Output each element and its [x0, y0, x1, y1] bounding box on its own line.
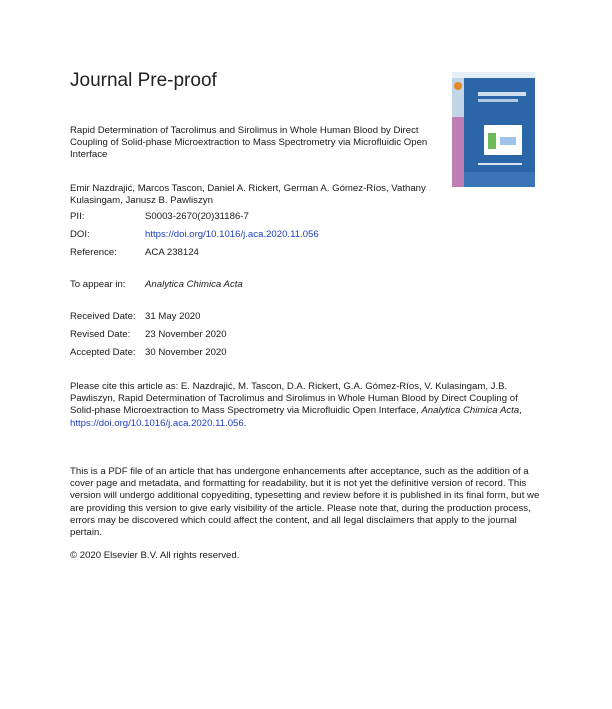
received-date-value: 31 May 2020: [145, 311, 201, 322]
cover-masthead: [478, 92, 526, 96]
cover-bottom-strip: [464, 172, 535, 187]
accepted-date-value: 30 November 2020: [145, 347, 227, 358]
appear-in-label: To appear in:: [70, 279, 126, 290]
cover-caption-line: [478, 163, 522, 165]
cover-top-strip: [452, 72, 535, 78]
cover-side-strip: [452, 78, 464, 187]
cover-graphic-bar: [488, 133, 496, 149]
reference-label: Reference:: [70, 247, 117, 258]
revised-date-label: Revised Date:: [70, 329, 131, 340]
doi-link[interactable]: https://doi.org/10.1016/j.aca.2020.11.056: [145, 229, 319, 240]
citation-separator: ,: [519, 405, 522, 417]
accepted-date-label: Accepted Date:: [70, 347, 136, 358]
pii-value: S0003-2670(20)31186-7: [145, 211, 249, 222]
citation-end: .: [243, 417, 247, 429]
doi-label: DOI:: [70, 229, 90, 240]
journal-name: Analytica Chimica Acta: [145, 279, 243, 290]
preproof-notice: This is a PDF file of an article that has undergone enhancements after acceptance, such as the addition of a cover page and metadata, and formatting for readability, but it is not yet the definitive version of record. This version will undergo additional copyediting, typesetting and review before it is published in its final form, but we are providing this version to give early visibility of the article. Please note that, during the production process, errors may be discovered which could affect the content, and all legal disclaimers that apply to the journal pertain.: [70, 466, 540, 539]
reference-value: ACA 238124: [145, 247, 199, 258]
cover-pink-band: [452, 117, 464, 187]
citation-doi-link[interactable]: https://doi.org/10.1016/j.aca.2020.11.056: [70, 417, 244, 429]
article-title: Rapid Determination of Tacrolimus and Sirolimus in Whole Human Blood by Direct Coupling of Solid-phase Microextraction to Mass Spectrometry via Microfluidic Open Interface: [70, 125, 428, 161]
citation-journal: Analytica Chimica Acta: [421, 405, 520, 417]
revised-date-value: 23 November 2020: [145, 329, 227, 340]
cover-masthead-line: [478, 99, 518, 102]
cover-graphic-panel: [484, 125, 522, 155]
journal-preproof-heading: Journal Pre-proof: [70, 70, 217, 91]
article-authors: Emir Nazdrajić, Marcos Tascon, Daniel A. Rickert, German A. Gómez-Ríos, Vathany Kulasingam, Janusz B. Pawliszyn: [70, 183, 426, 207]
cover-graphic-block: [500, 137, 516, 145]
citation-text: Please cite this article as: E. Nazdrajić, M. Tascon, D.A. Rickert, G.A. Gómez-Ríos, V. Kulasingam, J.B. Pawliszyn, Rapid Determination of Tacrolimus and Sirolimus in Whole Human Blood by Direct Coupling of Solid-phase Microextraction to Mass Spectrometry via Microfluidic Open Interface,: [70, 381, 518, 417]
publisher-logo-icon: [454, 82, 462, 90]
journal-cover-image: [452, 72, 535, 187]
received-date-label: Received Date:: [70, 311, 136, 322]
citation-paragraph: [70, 381, 540, 430]
pii-label: PII:: [70, 211, 85, 222]
copyright-notice: © 2020 Elsevier B.V. All rights reserved.: [70, 550, 240, 561]
